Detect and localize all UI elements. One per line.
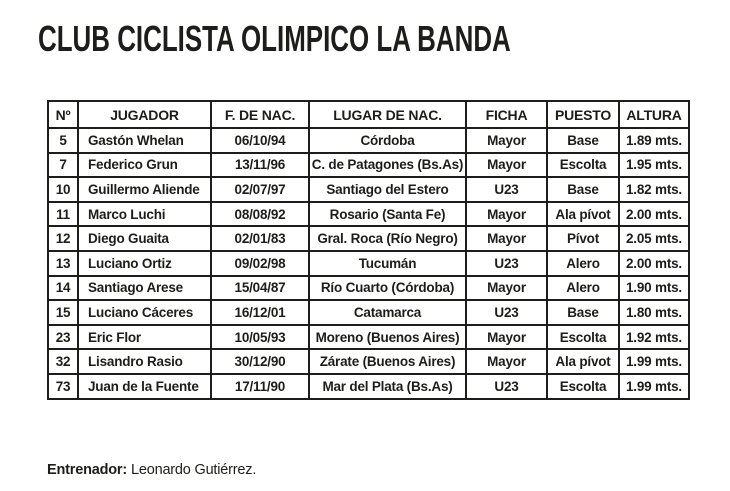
- table-header-row: [48, 101, 689, 128]
- table-cell: Lisandro Rasio: [78, 349, 211, 374]
- table-cell: 12: [48, 226, 78, 251]
- table-row: [48, 202, 689, 227]
- table-cell: Alero: [547, 251, 619, 276]
- table-cell: 11: [48, 202, 78, 227]
- roster-table: [47, 100, 690, 400]
- table-cell: Rosario (Santa Fe): [309, 202, 466, 227]
- table-row: [48, 374, 689, 399]
- table-cell: 17/11/90: [211, 374, 309, 399]
- table-cell: Mayor: [466, 202, 547, 227]
- table-cell: Zárate (Buenos Aires): [309, 349, 466, 374]
- table-cell: 73: [48, 374, 78, 399]
- table-cell: 15: [48, 300, 78, 325]
- column-header: FICHA: [466, 101, 547, 128]
- table-cell: 1.99 mts.: [619, 374, 689, 399]
- table-row: [48, 177, 689, 202]
- table-cell: 32: [48, 349, 78, 374]
- table-cell: Escolta: [547, 374, 619, 399]
- table-cell: 14: [48, 276, 78, 301]
- table-cell: 15/04/87: [211, 276, 309, 301]
- table-row: [48, 128, 689, 153]
- table-cell: 1.92 mts.: [619, 325, 689, 350]
- table-cell: 2.00 mts.: [619, 202, 689, 227]
- table-cell: 16/12/01: [211, 300, 309, 325]
- table-cell: Juan de la Fuente: [78, 374, 211, 399]
- page-title: CLUB CICLISTA OLIMPICO LA BANDA: [38, 18, 511, 59]
- table-cell: Marco Luchi: [78, 202, 211, 227]
- table-cell: 10: [48, 177, 78, 202]
- table-cell: Mar del Plata (Bs.As): [309, 374, 466, 399]
- table-row: [48, 325, 689, 350]
- column-header: Nº: [48, 101, 78, 128]
- table-cell: Eric Flor: [78, 325, 211, 350]
- table-cell: Guillermo Aliende: [78, 177, 211, 202]
- table-cell: 1.82 mts.: [619, 177, 689, 202]
- table-cell: U23: [466, 251, 547, 276]
- table-cell: 23: [48, 325, 78, 350]
- table-row: [48, 153, 689, 178]
- roster-table-body: [48, 128, 689, 399]
- table-cell: 1.99 mts.: [619, 349, 689, 374]
- table-cell: Moreno (Buenos Aires): [309, 325, 466, 350]
- table-cell: Federico Grun: [78, 153, 211, 178]
- table-cell: Mayor: [466, 276, 547, 301]
- column-header: JUGADOR: [78, 101, 211, 128]
- table-cell: Mayor: [466, 325, 547, 350]
- table-cell: 08/08/92: [211, 202, 309, 227]
- table-cell: 13/11/96: [211, 153, 309, 178]
- table-cell: 09/02/98: [211, 251, 309, 276]
- table-cell: Alero: [547, 276, 619, 301]
- coach-name: Leonardo Gutiérrez.: [130, 462, 257, 478]
- table-cell: Luciano Cáceres: [78, 300, 211, 325]
- table-cell: 30/12/90: [211, 349, 309, 374]
- table-cell: 2.00 mts.: [619, 251, 689, 276]
- table-cell: Mayor: [466, 226, 547, 251]
- table-cell: C. de Patagones (Bs.As): [309, 153, 466, 178]
- table-row: [48, 226, 689, 251]
- table-cell: Base: [547, 300, 619, 325]
- table-row: [48, 251, 689, 276]
- table-cell: 02/07/97: [211, 177, 309, 202]
- table-cell: Río Cuarto (Córdoba): [309, 276, 466, 301]
- table-cell: U23: [466, 374, 547, 399]
- table-cell: 7: [48, 153, 78, 178]
- column-header: PUESTO: [547, 101, 619, 128]
- table-cell: Base: [547, 177, 619, 202]
- table-cell: 2.05 mts.: [619, 226, 689, 251]
- table-cell: U23: [466, 300, 547, 325]
- table-cell: Pívot: [547, 226, 619, 251]
- coach-line: [47, 462, 256, 478]
- table-cell: 10/05/93: [211, 325, 309, 350]
- table-row: [48, 276, 689, 301]
- table-cell: 13: [48, 251, 78, 276]
- table-cell: Mayor: [466, 153, 547, 178]
- table-cell: Santiago Arese: [78, 276, 211, 301]
- table-cell: 1.90 mts.: [619, 276, 689, 301]
- column-header: LUGAR DE NAC.: [309, 101, 466, 128]
- table-cell: Luciano Ortiz: [78, 251, 211, 276]
- table-row: [48, 349, 689, 374]
- table-cell: Base: [547, 128, 619, 153]
- table-cell: Tucumán: [309, 251, 466, 276]
- table-row: [48, 300, 689, 325]
- table-cell: 1.95 mts.: [619, 153, 689, 178]
- table-cell: 1.80 mts.: [619, 300, 689, 325]
- table-cell: Santiago del Estero: [309, 177, 466, 202]
- table-cell: Ala pívot: [547, 202, 619, 227]
- table-cell: 5: [48, 128, 78, 153]
- column-header: ALTURA: [619, 101, 689, 128]
- table-cell: Mayor: [466, 349, 547, 374]
- table-cell: Escolta: [547, 325, 619, 350]
- table-cell: 06/10/94: [211, 128, 309, 153]
- table-cell: U23: [466, 177, 547, 202]
- table-cell: 1.89 mts.: [619, 128, 689, 153]
- table-cell: Gral. Roca (Río Negro): [309, 226, 466, 251]
- table-cell: Diego Guaita: [78, 226, 211, 251]
- table-cell: Mayor: [466, 128, 547, 153]
- table-cell: Catamarca: [309, 300, 466, 325]
- column-header: F. DE NAC.: [211, 101, 309, 128]
- table-cell: 02/01/83: [211, 226, 309, 251]
- table-cell: Escolta: [547, 153, 619, 178]
- table-cell: Córdoba: [309, 128, 466, 153]
- table-cell: Gastón Whelan: [78, 128, 211, 153]
- table-cell: Ala pívot: [547, 349, 619, 374]
- coach-label: Entrenador:: [47, 462, 127, 478]
